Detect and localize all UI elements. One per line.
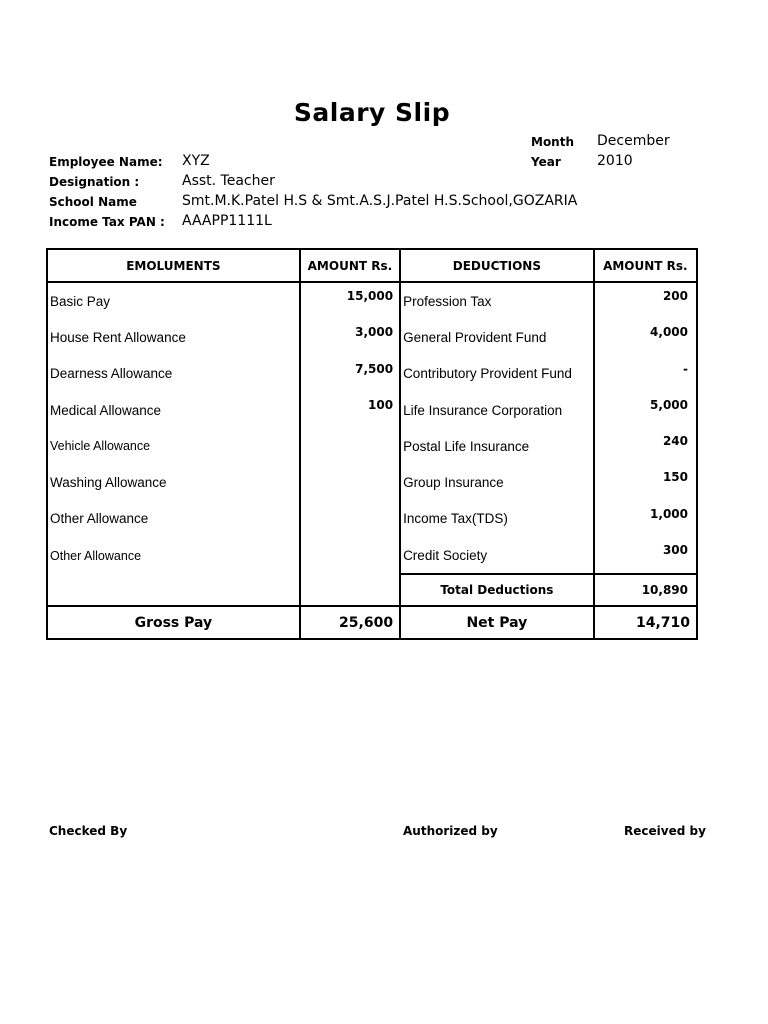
table-row [47,282,697,319]
total-deductions-label: Total Deductions [400,574,594,606]
empty-cell [47,574,300,606]
total-deductions-value: 10,890 [594,574,697,606]
deduction-amount: 200 [594,282,697,319]
deduction-name: General Provident Fund [400,319,594,355]
total-deductions-row [47,574,697,606]
deduction-amount: - [594,356,697,392]
deduction-amount: 4,000 [594,319,697,355]
checked-by-label: Checked By [49,824,128,838]
emolument-name: Basic Pay [47,282,300,319]
deduction-name: Income Tax(TDS) [400,501,594,537]
empty-cell [300,574,400,606]
gross-pay-value: 25,600 [300,606,400,639]
table-row [47,428,697,464]
deduction-amount: 150 [594,464,697,500]
deduction-name: Life Insurance Corporation [400,392,594,428]
header-deduction-amount: AMOUNT Rs. [594,249,697,282]
deduction-amount: 300 [594,537,697,574]
emolument-amount [300,537,400,574]
school-name-value: Smt.M.K.Patel H.S & Smt.A.S.J.Patel H.S.School,GOZARIA [182,193,578,209]
emolument-name: Vehicle Allowance [47,428,300,464]
authorized-by-label: Authorized by [403,824,498,838]
table-row [47,319,697,355]
emolument-amount [300,501,400,537]
table-header-row [47,249,697,282]
deduction-amount: 240 [594,428,697,464]
deduction-amount: 1,000 [594,501,697,537]
deduction-name: Contributory Provident Fund [400,356,594,392]
designation-label: Designation : [49,175,140,189]
table-row [47,464,697,500]
net-pay-value: 14,710 [594,606,697,639]
designation-value: Asst. Teacher [182,173,275,189]
emolument-amount: 15,000 [300,282,400,319]
pan-value: AAAPP1111L [182,213,272,229]
header-emoluments: EMOLUMENTS [47,249,300,282]
emolument-name: Other Allowance [47,537,300,574]
emolument-amount [300,428,400,464]
emolument-amount: 100 [300,392,400,428]
page-title: Salary Slip [293,98,451,127]
emolument-name: Other Allowance [47,501,300,537]
net-pay-label: Net Pay [400,606,594,639]
employee-name-label: Employee Name: [49,155,163,169]
pan-label: Income Tax PAN : [49,215,165,229]
year-value: 2010 [597,153,633,169]
summary-row [47,606,697,639]
header-emolument-amount: AMOUNT Rs. [300,249,400,282]
received-by-label: Received by [624,824,706,838]
deduction-name: Group Insurance [400,464,594,500]
deduction-name: Profession Tax [400,282,594,319]
table-row [47,392,697,428]
emolument-name: Medical Allowance [47,392,300,428]
table-row [47,501,697,537]
deduction-name: Credit Society [400,537,594,574]
deduction-name: Postal Life Insurance [400,428,594,464]
deduction-amount: 5,000 [594,392,697,428]
salary-table [46,248,698,640]
employee-name-value: XYZ [182,153,210,169]
month-value: December [597,133,670,149]
header-deductions: DEDUCTIONS [400,249,594,282]
table-row [47,356,697,392]
emolument-amount: 7,500 [300,356,400,392]
table-row [47,537,697,574]
year-label: Year [531,155,561,169]
school-name-label: School Name [49,195,137,209]
emolument-name: House Rent Allowance [47,319,300,355]
gross-pay-label: Gross Pay [47,606,300,639]
emolument-name: Dearness Allowance [47,356,300,392]
emolument-name: Washing Allowance [47,464,300,500]
month-label: Month [531,135,575,149]
emolument-amount [300,464,400,500]
emolument-amount: 3,000 [300,319,400,355]
